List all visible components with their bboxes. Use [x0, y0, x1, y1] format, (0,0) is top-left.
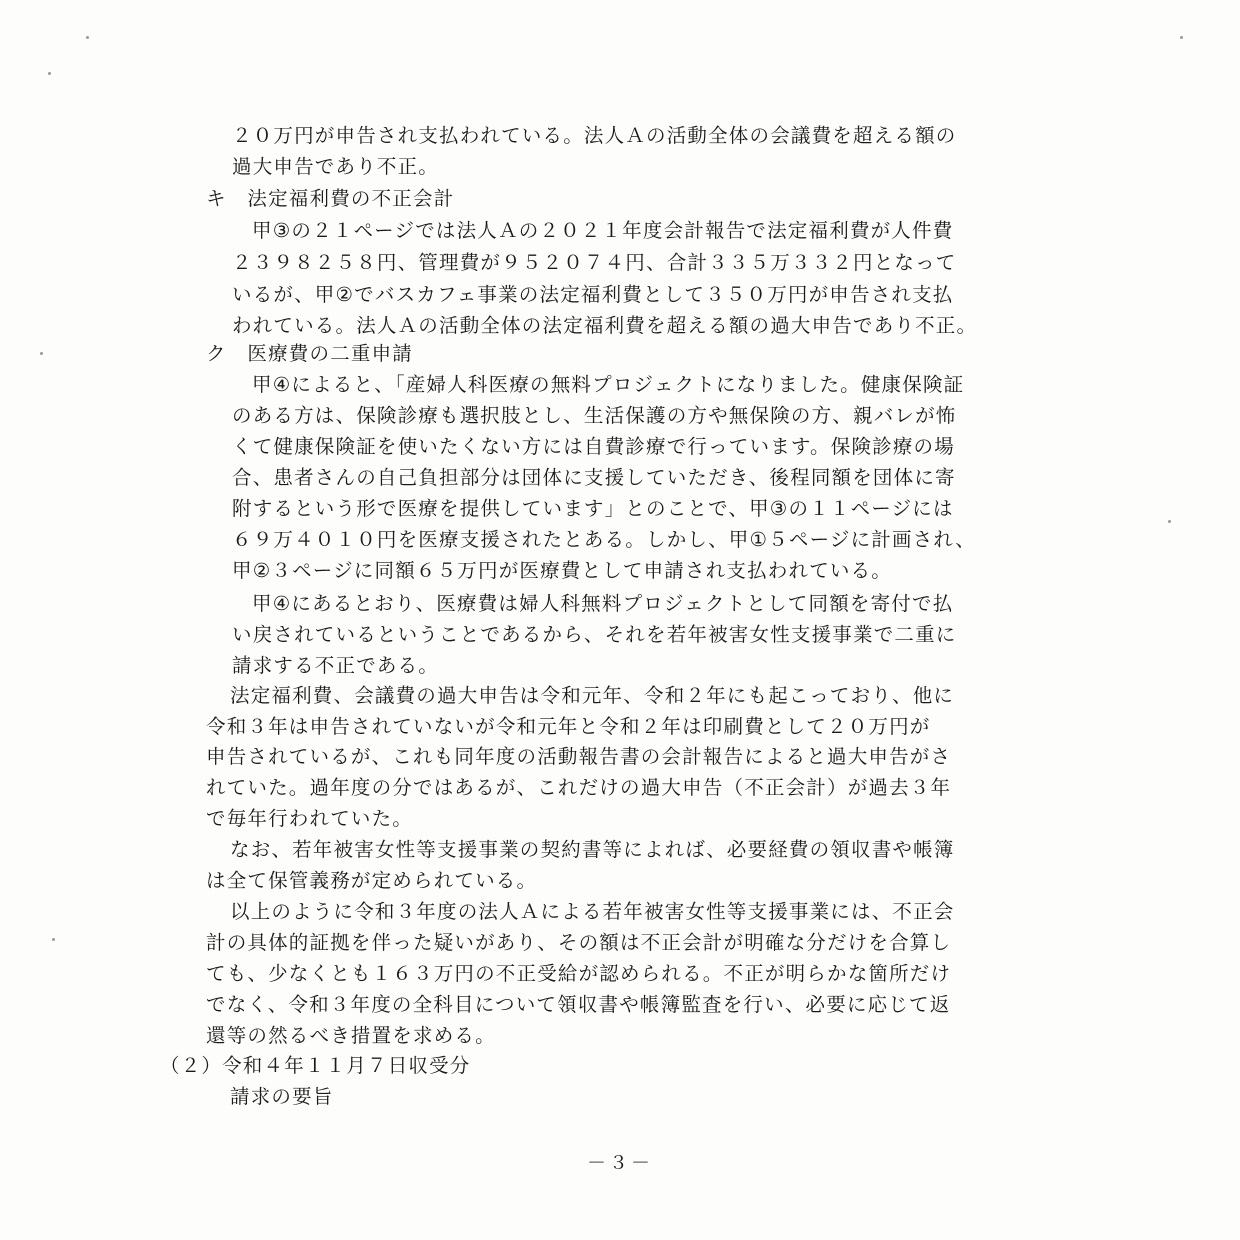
scan-speck	[52, 938, 55, 941]
body-text-line: いるが、甲②でバスカフェ事業の法定福利費として３５０万円が申告され支払	[232, 283, 954, 306]
body-text-line: い戻されているということであるから、それを若年被害女性支援事業で二重に	[232, 623, 957, 646]
body-text-line: 合、患者さんの自己負担部分は団体に支援していただき、後程同額を団体に寄	[232, 466, 956, 489]
body-text-line: 法定福利費、会議費の過大申告は令和元年、令和２年にも起こっており、他に	[230, 684, 955, 707]
body-text-line: 申告されているが、これも同年度の活動報告書の会計報告によると過大申告がさ	[206, 745, 952, 768]
body-text-line: で毎年行われていた。	[206, 807, 414, 830]
body-text-line: 甲④によると、「産婦人科医療の無料プロジェクトになりました。健康保険証	[252, 373, 965, 396]
body-text-line: 以上のように令和３年度の法人Ａによる若年被害女性等支援事業には、不正会	[230, 900, 955, 923]
body-text-line: 計の具体的証拠を伴った疑いがあり、その額は不正会計が明確な分だけを合算し	[206, 931, 952, 954]
body-text-line: 甲④にあるとおり、医療費は婦人科無料プロジェクトとして同額を寄付で払	[252, 592, 954, 615]
body-text-line: れていた。過年度の分ではあるが、これだけの過大申告（不正会計）が過去３年	[206, 776, 952, 799]
body-text-line: なお、若年被害女性等支援事業の契約書等によれば、必要経費の領収書や帳簿	[230, 838, 955, 861]
section-heading: （２）令和４年１１月７日収受分	[160, 1054, 471, 1077]
body-text-line: 附するという形で医療を提供しています」とのことで、甲③の１１ページには	[232, 497, 954, 520]
body-text-line: は全て保管義務が定められている。	[206, 869, 538, 892]
body-text-line: 甲②３ページに同額６５万円が医療費として申請され支払われている。	[232, 559, 892, 582]
scan-speck	[40, 352, 43, 355]
body-text-line: 令和３年は申告されていないが令和元年と令和２年は印刷費として２０万円が	[206, 715, 931, 738]
body-text-line: ても、少なくとも１６３万円の不正受給が認められる。不正が明らかな箇所だけ	[206, 962, 952, 985]
body-text-line: 過大申告であり不正。	[232, 155, 440, 178]
body-text-line: でなく、令和３年度の全科目について領収書や帳簿監査を行い、必要に応じて返	[206, 993, 951, 1016]
body-text-line: ６９万４０１０円を医療支援されたとある。しかし、甲①５ページに計画され、	[232, 528, 976, 551]
body-text-line: われている。法人Ａの活動全体の法定福利費を超える額の過大申告であり不正。	[232, 314, 978, 337]
body-text-line: 甲③の２１ページでは法人Ａの２０２１年度会計報告で法定福利費が人件費	[252, 219, 954, 242]
body-text-line: 請求する不正である。	[232, 654, 440, 677]
body-text-line: 還等の然るべき措置を求める。	[206, 1024, 496, 1047]
scan-speck	[86, 36, 89, 39]
section-heading: キ 法定福利費の不正会計	[206, 187, 455, 210]
section-heading: ク 医療費の二重申請	[206, 342, 414, 365]
body-text-line: ２０万円が申告され支払われている。法人Ａの活動全体の会議費を超える額の	[232, 124, 957, 147]
body-text-line: ２３９８２５８円、管理費が９５２０７４円、合計３３５万３３２円となって	[232, 251, 957, 274]
body-text-line: のある方は、保険診療も選択肢とし、生活保護の方や無保険の方、親バレが怖	[232, 404, 957, 427]
scan-speck	[48, 72, 51, 75]
page-number: －３－	[586, 1152, 653, 1174]
scan-speck	[1168, 520, 1171, 523]
sub-heading: 請求の要旨	[230, 1085, 334, 1108]
body-text-line: くて健康保険証を使いたくない方には自費診療で行っています。保険診療の場	[232, 435, 955, 458]
scan-speck	[1180, 36, 1183, 39]
